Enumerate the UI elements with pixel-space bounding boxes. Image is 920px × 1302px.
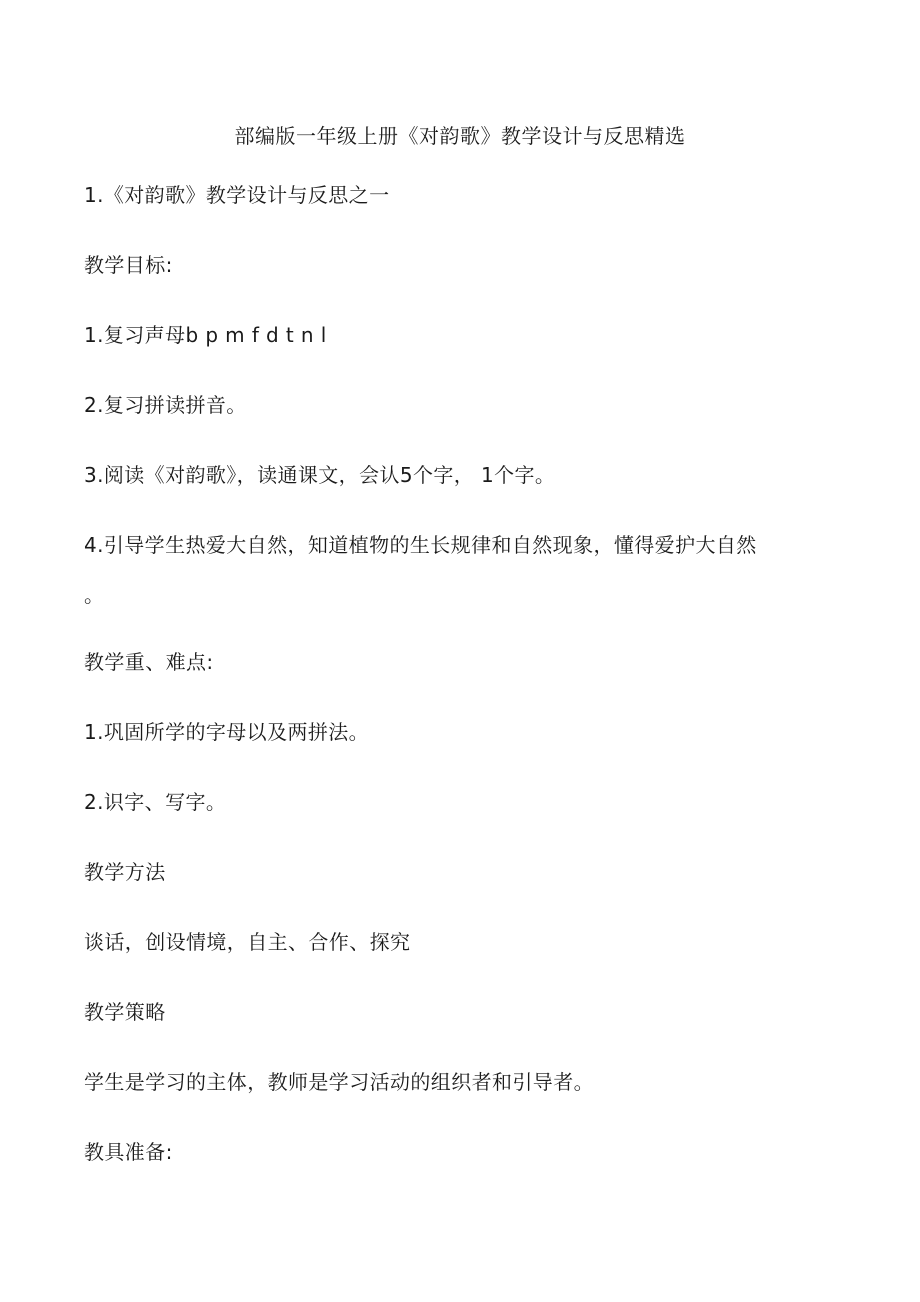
paragraph: 教学策略 (84, 1000, 166, 1024)
paragraph: 3.阅读《对韵歌》，读通课文，会认5个字， 1个字。 (84, 463, 556, 487)
paragraph: 教具准备: (84, 1140, 173, 1164)
paragraph: 教学重、难点: (84, 650, 214, 674)
paragraph: 4.引导学生热爱大自然，知道植物的生长规律和自然现象，懂得爱护大自然 (84, 533, 757, 557)
paragraph-continuation: 。 (84, 583, 105, 607)
paragraph: 学生是学习的主体，教师是学习活动的组织者和引导者。 (84, 1070, 594, 1094)
paragraph: 1.巩固所学的字母以及两拼法。 (84, 720, 370, 744)
paragraph: 2.复习拼读拼音。 (84, 393, 247, 417)
paragraph: 谈话，创设情境，自主、合作、探究 (84, 930, 411, 954)
document-title: 部编版一年级上册《对韵歌》教学设计与反思精选 (234, 124, 686, 148)
section-heading: 1.《对韵歌》教学设计与反思之一 (84, 183, 390, 207)
paragraph: 教学目标: (84, 253, 173, 277)
paragraph: 1.复习声母b p m f d t n l (84, 323, 327, 347)
paragraph: 教学方法 (84, 860, 166, 884)
paragraph: 2.识字、写字。 (84, 790, 227, 814)
